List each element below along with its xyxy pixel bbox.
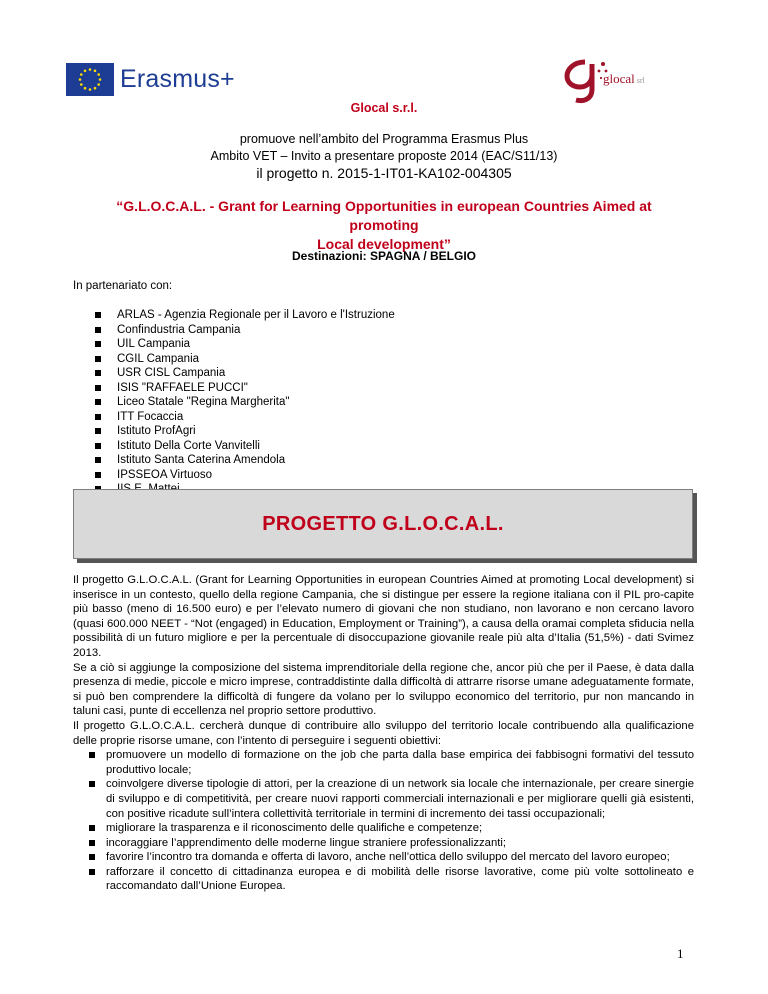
- partner-item: Confindustria Campania: [95, 323, 395, 338]
- paragraph: Se a ciò si aggiunge la composizione del sistema imprenditoriale della regione che, ancor più che per il Paese, è data dalla presenza di medie, piccole e micro imprese, contraddistinte dalla difficoltà di attrarre risorse umane adeguatamente formate, si può ben comprendere la difficoltà di fungere da volano per lo sviluppo economico del territorio, pur non mancando in taluni casi, punte di eccellenza nel proprio settore produttivo.: [73, 661, 694, 718]
- promo-block: [0, 131, 768, 182]
- paragraph: Il progetto G.L.O.C.A.L. cercherà dunque di contribuire allo sviluppo del territorio locale contribuendo alla qualificazione delle proprie risorse umane, con l’intento di perseguire i seguenti obiettivi:: [73, 719, 694, 747]
- goal-item: promuovere un modello di formazione on the job che parta dalla base empirica dei fabbisogni formativi del tessuto produttivo locale;: [73, 748, 694, 777]
- partner-item: UIL Campania: [95, 337, 395, 352]
- partner-item: ARLAS - Agenzia Regionale per il Lavoro e l'Istruzione: [95, 308, 395, 323]
- project-title: “G.L.O.C.A.L. - Grant for Learning Opportunities in european Countries Aimed at promoting Local development”: [116, 198, 652, 252]
- page-number: 1: [677, 946, 684, 961]
- erasmus-logo: [66, 63, 235, 96]
- goal-item: favorire l’incontro tra domanda e offerta di lavoro, anche nell’ottica dello sviluppo del mercato del lavoro europeo;: [73, 850, 694, 865]
- partner-item: ISIS "RAFFAELE PUCCI": [95, 381, 395, 396]
- partners-list: [95, 308, 395, 497]
- partner-item: Istituto Della Corte Vanvitelli: [95, 439, 395, 454]
- partner-item: Liceo Statale "Regina Margherita": [95, 395, 395, 410]
- promo-line-1: promuove nell’ambito del Programma Erasmus Plus: [239, 132, 529, 146]
- promo-line-2: Ambito VET – Invito a presentare proposte 2014 (EAC/S11/13): [210, 149, 558, 163]
- partner-item: Istituto Santa Caterina Amendola: [95, 453, 395, 468]
- project-code: il progetto n. 2015-1-IT01-KA102-004305: [256, 165, 512, 181]
- section-title-box: [73, 489, 693, 559]
- goal-item: coinvolgere diverse tipologie di attori, per la creazione di un network sia locale che internazionale, per creare sinergie di sviluppo e di competitività, per creare nuovi rapporti commerciali internazionali e per migliorare quelli già esistenti, con positive ricadute sull’intera collettività territoriale in termini di incremento dei tassi occupazionali;: [73, 777, 694, 821]
- partner-item: ITT Focaccia: [95, 410, 395, 425]
- partner-item: Istituto ProfAgri: [95, 424, 395, 439]
- goal-item: rafforzare il concetto di cittadinanza europea e di mobilità delle risorse lavorative, come più volte sottolineato e raccomandato dall’Unione Europea.: [73, 865, 694, 894]
- goal-item: migliorare la trasparenza e il riconoscimento delle qualifiche e competenze;: [73, 821, 694, 836]
- paragraph: Il progetto G.L.O.C.A.L. (Grant for Learning Opportunities in european Countries Aimed at promoting Local development) si inserisce in un contesto, quello della regione Campania, che si distingue per essere la regione italiana con il PIL pro-capite più basso (meno di 16.500 euro) e per l’elevato numero di giovani che non studiano, non lavorano e non cercano lavoro (quasi 600.000 NEET - “Not (engaged) in Education, Employment or Training”), a causa della oramai completa sfiducia nella possibilità di un futuro migliore e per la percentuale di disoccupazione giovanile reale più alta d’Italia (51,5%) - dati Svimez 2013.: [73, 574, 694, 659]
- partner-item: IPSSEOA Virtuoso: [95, 468, 395, 483]
- goals-list: [73, 748, 694, 894]
- eu-flag-icon: [66, 63, 114, 96]
- destinations: Destinazioni: SPAGNA / BELGIO: [291, 249, 476, 263]
- goal-item: incoraggiare l’apprendimento delle moderne lingue straniere professionalizzanti;: [73, 836, 694, 851]
- company-name: Glocal s.r.l.: [350, 101, 418, 115]
- section-title: PROGETTO G.L.O.C.A.L.: [262, 512, 504, 535]
- body-text: [73, 573, 694, 894]
- partner-item: USR CISL Campania: [95, 366, 395, 381]
- partner-item: CGIL Campania: [95, 352, 395, 367]
- partners-heading: In partenariato con:: [73, 280, 173, 292]
- glocal-logo-label: glocal srl: [603, 71, 645, 86]
- erasmus-logo-text: Erasmus+: [120, 65, 235, 93]
